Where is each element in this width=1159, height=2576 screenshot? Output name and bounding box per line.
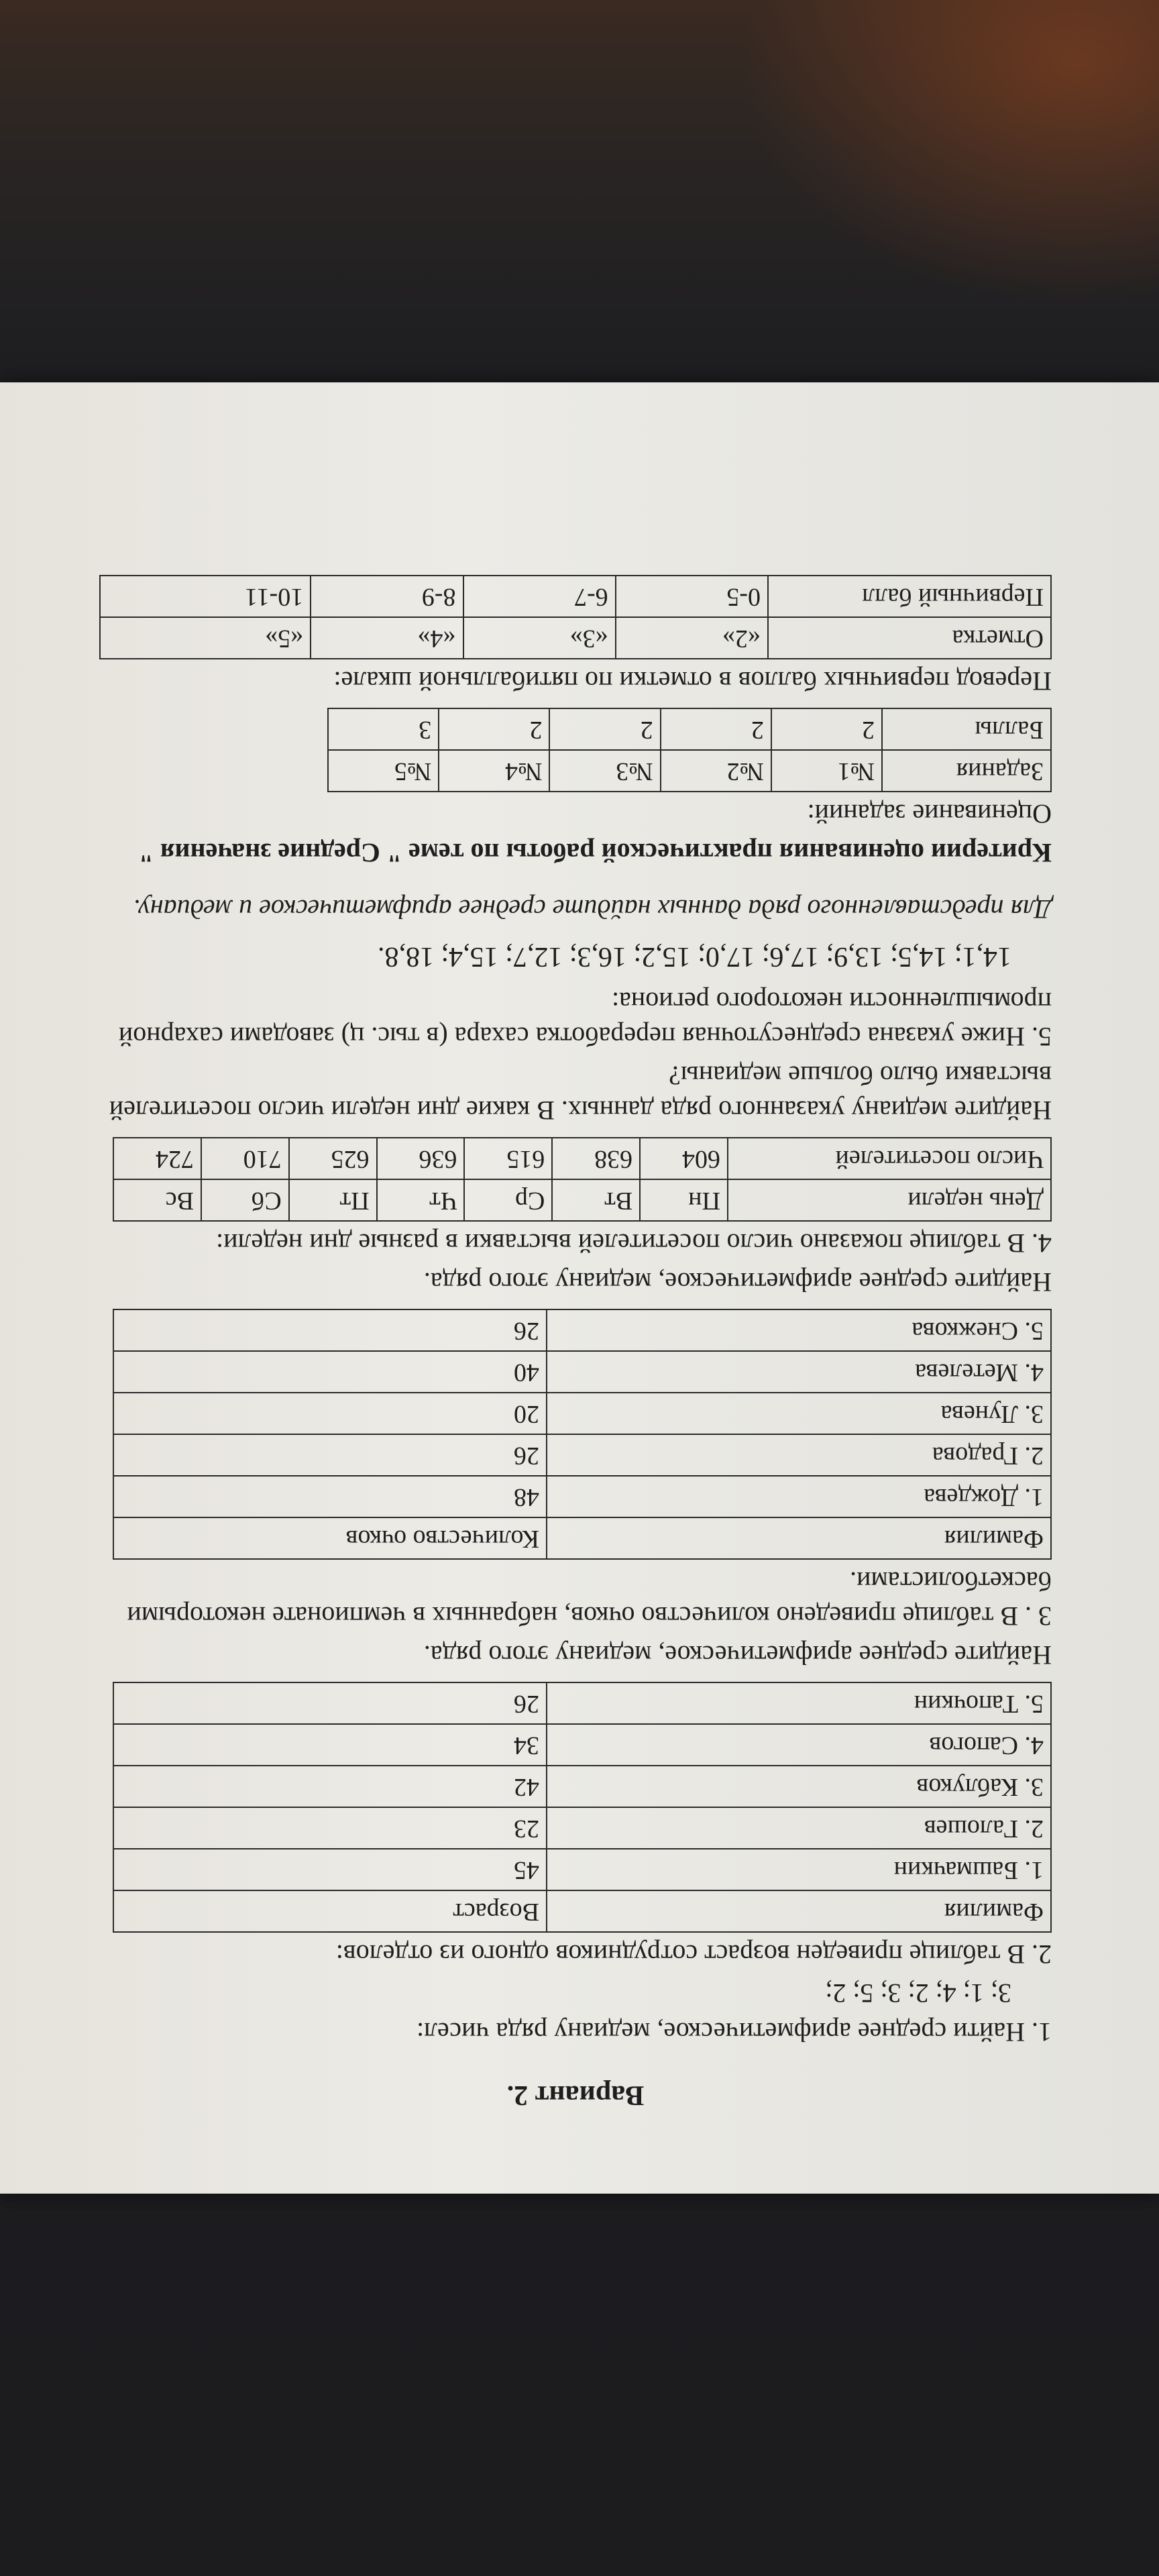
table-cell: «3»	[463, 617, 616, 659]
table-cell: 5. Тапочкин	[547, 1682, 1051, 1724]
table-cell: 0-5	[616, 576, 768, 617]
task4-text: 4. В таблице показано число посетителей выставки в разные дни недели:	[216, 1228, 1052, 1259]
table-row	[113, 1807, 1051, 1849]
table-cell: 26	[113, 1434, 547, 1476]
table-cell: 20	[113, 1393, 547, 1434]
table-cell: 10-11	[100, 576, 311, 617]
task3-table	[113, 1309, 1052, 1560]
table-cell: №4	[439, 750, 549, 792]
points-row-label: Баллы	[882, 708, 1051, 750]
task5-question: Для представленного ряда данных найдите среднее арифметическое и медиану.	[133, 894, 1052, 924]
table-cell: 604	[640, 1138, 728, 1179]
table-cell: Сб	[201, 1179, 289, 1221]
criteria-subtitle: Оценивание заданий:	[807, 798, 1052, 829]
visitors-row-label: Число посетителей	[728, 1138, 1051, 1179]
table-cell: №1	[771, 750, 882, 792]
table-row	[113, 1434, 1051, 1476]
table-cell: 636	[377, 1138, 465, 1179]
tasks-row-label: Задания	[882, 750, 1051, 792]
table-cell: 625	[289, 1138, 377, 1179]
table-cell: 2	[439, 708, 549, 750]
criteria-title: Критерии оценивания практической работы по теме " Средние значения "	[138, 837, 1052, 868]
table-cell: 3. Каблуков	[547, 1766, 1051, 1807]
task2-question: Найдите среднее арифметическое, медиану этого ряда.	[423, 1640, 1052, 1671]
table-row	[113, 1849, 1051, 1890]
day-row-label: День недели	[728, 1179, 1051, 1221]
table-cell: 42	[113, 1766, 547, 1807]
table-cell: 2. Градова	[547, 1434, 1051, 1476]
grade-row-label: Отметка	[768, 617, 1051, 659]
table-header-row	[113, 1890, 1051, 1932]
table-cell: 34	[113, 1724, 547, 1766]
table-row	[100, 617, 1051, 659]
task1-numbers: 3; 1; 4; 2; 3; 5; 2;	[825, 1978, 1011, 2009]
conversion-title: Перевод первичных баллов в отметки по пятибалльной шкале:	[333, 665, 1052, 696]
conversion-table	[99, 575, 1052, 659]
table-cell: №5	[328, 750, 439, 792]
table-cell: 615	[464, 1138, 552, 1179]
table-cell: «2»	[616, 617, 768, 659]
criteria-points-table	[327, 708, 1052, 792]
worksheet-content	[99, 566, 1052, 2113]
table-row	[113, 1179, 1051, 1221]
table-cell: 2	[661, 708, 771, 750]
table-header-cell: Фамилия	[547, 1890, 1051, 1932]
table-header-cell: Фамилия	[547, 1517, 1051, 1559]
table-cell: Вт	[552, 1179, 640, 1221]
table-header-cell: Возраст	[113, 1890, 547, 1932]
task4-question: Найдите медиану указанного ряда данных. В какие дни недели число посетителей выставки было больше медианы?	[109, 1061, 1052, 1126]
worksheet-rotated	[0, 382, 1159, 2194]
table-cell: 26	[113, 1309, 547, 1351]
table-cell: 45	[113, 1849, 547, 1890]
table-row	[328, 708, 1051, 750]
table-row	[100, 576, 1051, 617]
table-cell: 40	[113, 1351, 547, 1393]
task2-table	[113, 1682, 1052, 1933]
table-row	[113, 1309, 1051, 1351]
table-cell: 2	[771, 708, 882, 750]
table-row	[113, 1138, 1051, 1179]
table-cell: 5. Снежкова	[547, 1309, 1051, 1351]
table-cell: 3. Лунева	[547, 1393, 1051, 1434]
table-cell: «4»	[311, 617, 463, 659]
table-cell: 26	[113, 1682, 547, 1724]
table-cell: 23	[113, 1807, 547, 1849]
table-cell: 4. Метелева	[547, 1351, 1051, 1393]
task2-text: 2. В таблице приведен возраст сотрудников одного из отделов:	[335, 1939, 1052, 1970]
table-cell: 6-7	[463, 576, 616, 617]
table-cell: 2	[549, 708, 660, 750]
table-cell: 3	[328, 708, 439, 750]
task1-text: 1. Найти среднее арифметическое, медиану ряда чисел:	[416, 2017, 1052, 2048]
score-row-label: Первичный балл	[768, 576, 1051, 617]
table-cell: 1. Дождева	[547, 1476, 1051, 1517]
table-row	[113, 1476, 1051, 1517]
table-cell: Ср	[464, 1179, 552, 1221]
table-row	[113, 1766, 1051, 1807]
table-row	[113, 1351, 1051, 1393]
table-header-cell: Количество очков	[113, 1517, 547, 1559]
table-cell: 710	[201, 1138, 289, 1179]
table-cell: 1. Башмачкин	[547, 1849, 1051, 1890]
task3-text: 3 . В таблице приведено количество очков, набранных в чемпионате некоторыми баскетболистами.	[127, 1566, 1052, 1632]
table-cell: Чт	[377, 1179, 465, 1221]
task4-table	[113, 1137, 1052, 1222]
table-cell: 4. Сапогов	[547, 1724, 1051, 1766]
table-row	[113, 1724, 1051, 1766]
task5-text: 5. Ниже указана среднесуточная переработка сахара (в тыс. ц) заводами сахарной промышленности некоторого региона:	[118, 987, 1052, 1053]
table-cell: «5»	[100, 617, 311, 659]
background-glow	[738, 0, 1159, 309]
worksheet-paper	[0, 382, 1159, 2194]
table-cell: Пн	[640, 1179, 728, 1221]
table-row	[328, 750, 1051, 792]
table-cell: 8-9	[311, 576, 463, 617]
table-cell: №3	[549, 750, 660, 792]
table-row	[113, 1393, 1051, 1434]
table-cell: 2. Галошев	[547, 1807, 1051, 1849]
table-cell: Пт	[289, 1179, 377, 1221]
task5-values: 14,1; 14,5; 13,9; 17,6; 17,0; 15,2; 16,3; 12,7; 15,4; 18,8.	[377, 941, 1011, 973]
variant-title: Вариант 2.	[506, 2080, 645, 2110]
table-row	[113, 1682, 1051, 1724]
table-cell: №2	[661, 750, 771, 792]
table-cell: 724	[113, 1138, 201, 1179]
table-cell: Вс	[113, 1179, 201, 1221]
task3-question: Найдите среднее арифметическое, медиану этого ряда.	[423, 1267, 1052, 1298]
table-cell: 48	[113, 1476, 547, 1517]
table-header-row	[113, 1517, 1051, 1559]
table-cell: 638	[552, 1138, 640, 1179]
